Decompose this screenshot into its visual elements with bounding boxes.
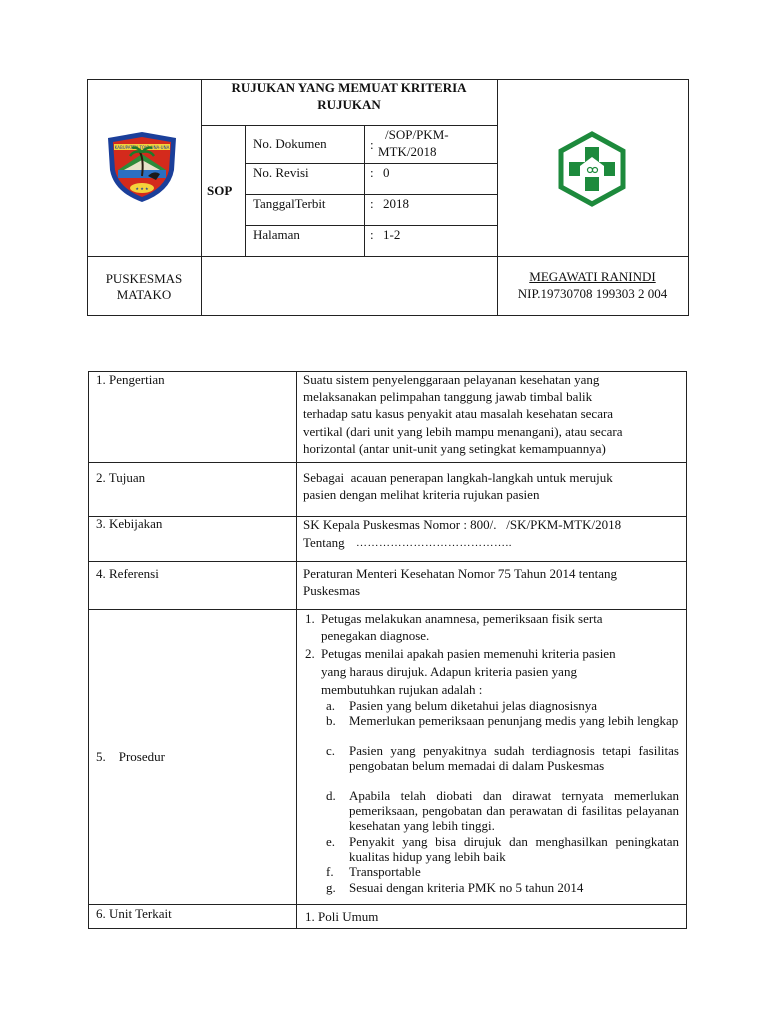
- kebijakan-line2-prefix: Tentang: [303, 535, 345, 550]
- no-revisi-value: 0: [383, 165, 390, 180]
- pengertian-line: melaksanakan pelimpahan tanggung jawab timbal balik: [303, 389, 593, 404]
- criteria-letter: f.: [326, 864, 334, 879]
- criteria-letter: c.: [326, 743, 336, 758]
- criteria-text: Pasien yang belum diketahui jelas diagnosisnya: [349, 698, 598, 713]
- criteria-text: Apabila telah diobati dan dirawat ternyata memerlukan pemeriksaan, pengobatan dan perawatan di fasilitas pelayanan kesehatan yang lebih tinggi.: [349, 788, 679, 833]
- criteria-text: Penyakit yang bisa dirujuk dan menghasilkan peningkatan kualitas hidup yang lebih baik: [349, 834, 679, 864]
- criteria-letter: b.: [326, 713, 336, 728]
- logo-banner-text: KABUPATEN TOJO UNA-UNA: [114, 145, 170, 150]
- tujuan-line2: pasien dengan melihat kriteria rujukan pasien: [303, 487, 540, 502]
- no-revisi-label: No. Revisi: [253, 165, 309, 180]
- tanggal-terbit-label: TanggalTerbit: [253, 196, 326, 211]
- criteria-text: Memerlukan pemeriksaan penunjang medis yang lebih lengkap: [349, 713, 679, 728]
- regency-logo: [104, 130, 180, 204]
- step-line: Petugas menilai apakah pasien memenuhi kriteria pasien: [321, 646, 616, 661]
- criteria-letter: a.: [326, 698, 336, 713]
- no-dokumen-value-line2: MTK/2018: [378, 144, 437, 159]
- criteria-text: Sesuai dengan kriteria PMK no 5 tahun 2014: [349, 880, 584, 895]
- kebijakan-line2-dots: …………………………………..: [356, 537, 512, 549]
- signer-nip: NIP.19730708 199303 2 004: [517, 286, 668, 301]
- kebijakan-label: 3. Kebijakan: [96, 516, 163, 531]
- sop-label: SOP: [207, 183, 233, 198]
- pengertian-line: horizontal (antar unit-unit yang setingkat kemampuannya): [303, 441, 606, 456]
- svg-text:★ ★ ★: ★ ★ ★: [135, 186, 149, 191]
- no-dokumen-colon: :: [370, 137, 374, 152]
- tanggal-terbit-colon: :: [370, 196, 374, 211]
- pengertian-line: Suatu sistem penyelenggaraan pelayanan kesehatan yang: [303, 372, 600, 387]
- step-line: Petugas melakukan anamnesa, pemeriksaan fisik serta: [321, 611, 603, 626]
- document-title-line2: RUJUKAN: [317, 97, 381, 112]
- signer-name: MEGAWATI RANINDI: [529, 269, 656, 284]
- referensi-line1: Peraturan Menteri Kesehatan Nomor 75 Tahun 2014 tentang: [303, 566, 618, 581]
- tujuan-label: 2. Tujuan: [96, 470, 146, 485]
- halaman-colon: :: [370, 227, 374, 242]
- referensi-label: 4. Referensi: [96, 566, 159, 581]
- prosedur-label: 5. Prosedur: [96, 749, 165, 764]
- pengertian-line: vertikal (dari unit yang lebih mampu menangani), atau secara: [303, 424, 623, 439]
- org-name-line2: MATAKO: [116, 287, 172, 302]
- unit-terkait-item: 1. Poli Umum: [305, 909, 379, 924]
- pengertian-line: terhadap satu kasus penyakit atau masalah kesehatan secara: [303, 406, 614, 421]
- criteria-letter: g.: [326, 880, 336, 895]
- tanggal-terbit-value: 2018: [383, 196, 409, 211]
- no-dokumen-label: No. Dokumen: [253, 136, 327, 151]
- tujuan-line1: Sebagai acauan penerapan langkah-langkah untuk merujuk: [303, 470, 613, 485]
- criteria-text: Transportable: [349, 864, 421, 879]
- pengertian-label: 1. Pengertian: [96, 372, 165, 387]
- unit-terkait-label: 6. Unit Terkait: [96, 906, 172, 921]
- halaman-label: Halaman: [253, 227, 300, 242]
- org-name-line1: PUSKESMAS: [105, 271, 183, 286]
- document-title-line1: RUJUKAN YANG MEMUAT KRITERIA: [231, 80, 467, 95]
- step-number: 2.: [305, 646, 315, 661]
- step-number: 1.: [305, 611, 315, 626]
- criteria-letter: d.: [326, 788, 336, 803]
- no-dokumen-value-line1: /SOP/PKM-: [385, 127, 449, 142]
- step-line: penegakan diagnose.: [321, 628, 430, 643]
- halaman-value: 1-2: [383, 227, 401, 242]
- step-line: membutuhkan rujukan adalah :: [321, 682, 483, 697]
- no-revisi-colon: :: [370, 165, 374, 180]
- kebijakan-line1: SK Kepala Puskesmas Nomor : 800/. /SK/PKM-MTK/2018: [303, 517, 622, 532]
- criteria-letter: e.: [326, 834, 336, 849]
- criteria-text: Pasien yang penyakitnya sudah terdiagnosis tetapi fasilitas pengobatan belum memadai di dalam Puskesmas: [349, 743, 679, 773]
- referensi-line2: Puskesmas: [303, 583, 361, 598]
- puskesmas-logo: [554, 131, 630, 207]
- step-line: yang haraus dirujuk. Adapun kriteria pasien yang: [321, 664, 577, 679]
